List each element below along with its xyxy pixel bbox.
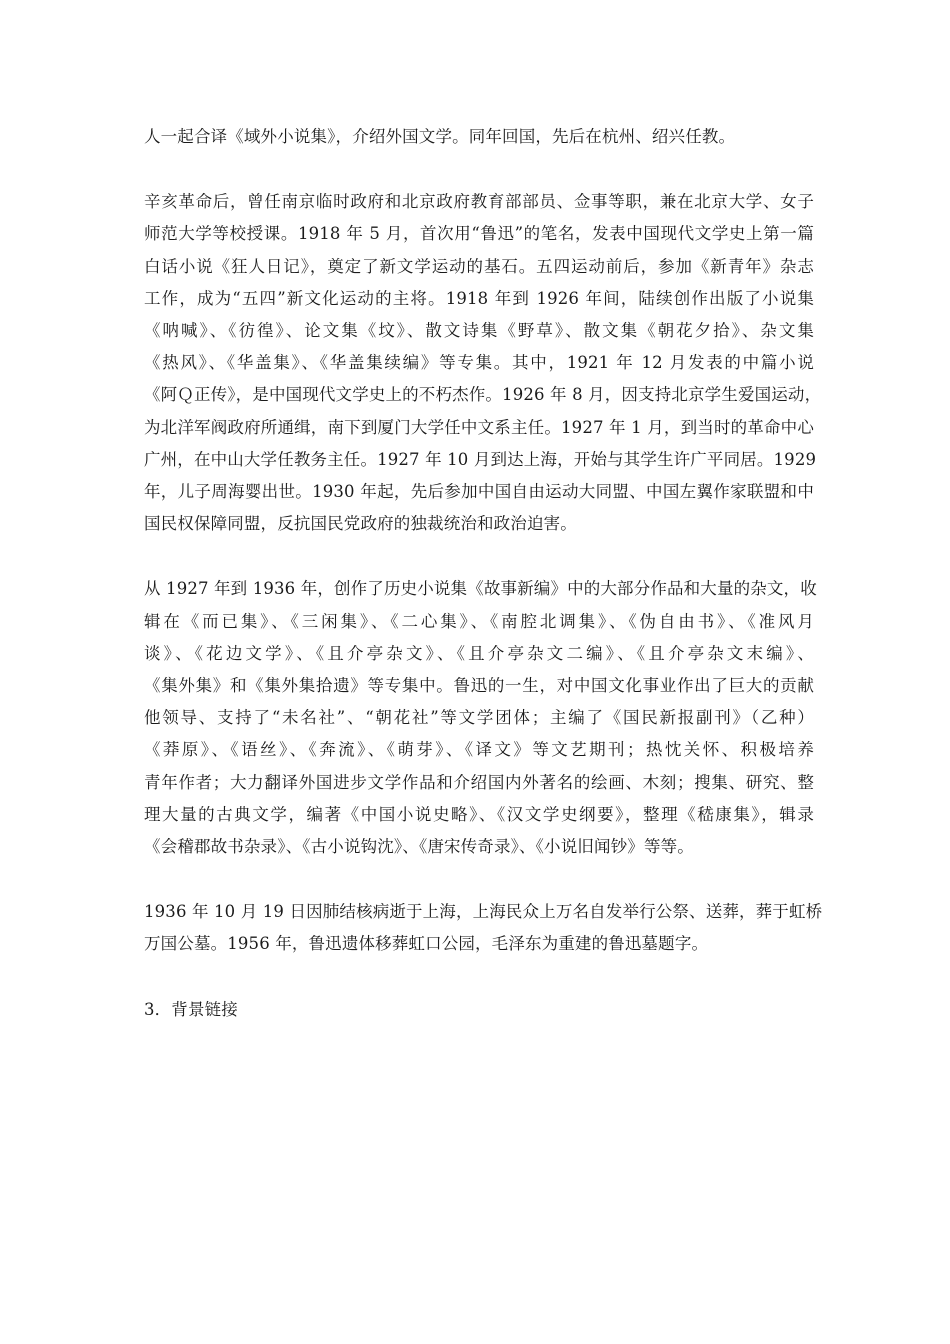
text-line: 1936 年 10 月 19 日因肺结核病逝于上海，上海民众上万名自发举行公祭、送葬，葬于虹桥 — [144, 902, 823, 921]
text-line: 工作，成为“五四”新文化运动的主将。1918 年到 1926 年间，陆续创作出版了小说集 — [144, 289, 814, 308]
text-line: 3．背景链接 — [144, 1000, 238, 1019]
text-line: 《呐喊》、《彷徨》、论文集《坟》、散文诗集《野草》、散文集《朝花夕拾》、杂文集 — [144, 321, 814, 340]
text-line: 白话小说《狂人日记》，奠定了新文学运动的基石。五四运动前后，参加《新青年》杂志 — [144, 257, 814, 276]
text-line: 从 1927 年到 1936 年，创作了历史小说集《故事新编》中的大部分作品和大量的杂文，收 — [144, 579, 817, 598]
text-line: 国民权保障同盟，反抗国民党政府的独裁统治和政治迫害。 — [144, 514, 577, 533]
text-line: 《热风》、《华盖集》、《华盖集续编》等专集。其中，1921 年 12 月发表的中篇小说 — [144, 353, 814, 372]
text-line: 《莽原》、《语丝》、《奔流》、《萌芽》、《译文》等文艺期刊；热忱关怀、积极培养 — [144, 740, 814, 759]
text-line: 辑在《而已集》、《三闲集》、《二心集》、《南腔北调集》、《伪自由书》、《准风月 — [144, 612, 814, 631]
text-line: 辛亥革命后，曾任南京临时政府和北京政府教育部部员、佥事等职，兼在北京大学、女子 — [144, 192, 814, 211]
text-line: 谈》、《花边文学》、《且介亭杂文》、《且介亭杂文二编》、《且介亭杂文末编》、 — [144, 644, 814, 663]
text-line: 广州，在中山大学任教务主任。1927 年 10 月到达上海，开始与其学生许广平同居。1929 — [144, 450, 817, 469]
text-line: 年，儿子周海婴出世。1930 年起，先后参加中国自由运动大同盟、中国左翼作家联盟和中 — [144, 482, 814, 501]
text-line: 理大量的古典文学，编著《中国小说史略》、《汉文学史纲要》，整理《嵇康集》，辑录 — [144, 805, 814, 824]
text-line: 青年作者；大力翻译外国进步文学作品和介绍国内外著名的绘画、木刻；搜集、研究、整 — [144, 773, 814, 792]
text-line: 人一起合译《域外小说集》，介绍外国文学。同年回国，先后在杭州、绍兴任教。 — [144, 127, 736, 146]
text-line: 万国公墓。1956 年，鲁迅遗体移葬虹口公园，毛泽东为重建的鲁迅墓题字。 — [144, 934, 709, 953]
text-line: 他领导、支持了“未名社”、“朝花社”等文学团体；主编了《国民新报副刊》（乙种） — [144, 708, 814, 727]
text-line: 师范大学等校授课。1918 年 5 月，首次用“鲁迅”的笔名，发表中国现代文学史上第一篇 — [144, 224, 814, 243]
text-line: 为北洋军阀政府所通缉，南下到厦门大学任中文系主任。1927 年 1 月，到当时的革命中心 — [144, 418, 814, 437]
text-line: 《阿Ｑ正传》，是中国现代文学史上的不朽杰作。1926 年 8 月，因支持北京学生爱国运动， — [144, 385, 822, 404]
text-line: 《会稽郡故书杂录》、《古小说钩沈》、《唐宋传奇录》、《小说旧闻钞》等等。 — [144, 837, 694, 856]
text-line: 《集外集》和《集外集拾遗》等专集中。鲁迅的一生，对中国文化事业作出了巨大的贡献 — [144, 676, 814, 695]
